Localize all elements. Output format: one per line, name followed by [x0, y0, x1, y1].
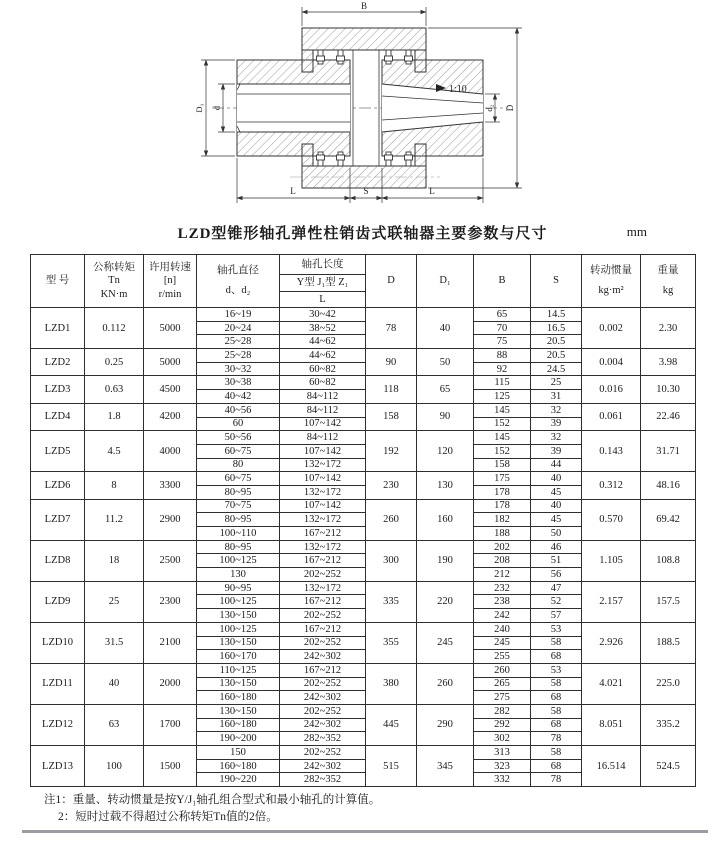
cell-model: LZD8 — [31, 540, 85, 581]
note-1: 注1：重量、转动惯量是按Y/J₁轴孔组合型式和最小轴孔的计算值。 — [44, 794, 381, 807]
cell-B: 240 — [474, 622, 531, 636]
cell-bore-diameter: 190~220 — [197, 773, 280, 787]
cell-S: 53 — [531, 663, 582, 677]
cell-B: 125 — [474, 390, 531, 404]
header-inertia — [582, 255, 641, 308]
dim-label-d2: d₂ — [484, 104, 494, 112]
cell-bore-length: 132~172 — [280, 540, 366, 554]
cell-B: 145 — [474, 403, 531, 417]
cell-D1: 245 — [417, 622, 474, 663]
cell-D: 515 — [366, 746, 417, 787]
cell-torque: 0.63 — [85, 376, 144, 403]
cell-D: 355 — [366, 622, 417, 663]
header-line: 轴孔直径 — [217, 265, 259, 277]
cell-S: 20.5 — [531, 349, 582, 363]
cell-S: 31 — [531, 390, 582, 404]
cell-B: 152 — [474, 444, 531, 458]
cell-S: 45 — [531, 485, 582, 499]
cell-model: LZD9 — [31, 581, 85, 622]
cell-bore-diameter: 130~150 — [197, 677, 280, 691]
cell-S: 32 — [531, 403, 582, 417]
cell-speed: 1700 — [144, 704, 197, 745]
cell-bore-diameter: 60 — [197, 417, 280, 431]
cell-speed: 1500 — [144, 746, 197, 787]
cell-torque: 0.112 — [85, 308, 144, 349]
cell-model: LZD13 — [31, 746, 85, 787]
cell-model: LZD10 — [31, 622, 85, 663]
cell-S: 40 — [531, 499, 582, 513]
cell-B: 145 — [474, 431, 531, 445]
dim-label-B: B — [360, 1, 368, 11]
cell-B: 88 — [474, 349, 531, 363]
unit-label: mm — [626, 224, 647, 239]
cell-bore-diameter: 160~180 — [197, 759, 280, 773]
header-line: 公称转矩 — [93, 261, 135, 273]
cell-torque: 11.2 — [85, 499, 144, 540]
cell-B: 208 — [474, 554, 531, 568]
cell-D1: 40 — [417, 308, 474, 349]
cell-bore-length: 44~62 — [280, 349, 366, 363]
cell-B: 202 — [474, 540, 531, 554]
cell-weight: 10.30 — [641, 376, 696, 403]
cell-weight: 335.2 — [641, 704, 696, 745]
cell-bore-diameter: 130~150 — [197, 636, 280, 650]
cell-S: 68 — [531, 759, 582, 773]
header-weight — [641, 255, 696, 308]
header-line: 重量 — [657, 265, 679, 277]
cell-model: LZD3 — [31, 376, 85, 403]
cell-bore-length: 282~352 — [280, 773, 366, 787]
cell-bore-diameter: 25~28 — [197, 349, 280, 363]
cell-inertia: 2.926 — [582, 622, 641, 663]
cell-weight: 108.8 — [641, 540, 696, 581]
cell-S: 58 — [531, 677, 582, 691]
left-hub — [237, 60, 350, 156]
cell-S: 39 — [531, 444, 582, 458]
cell-speed: 2100 — [144, 622, 197, 663]
cell-torque: 31.5 — [85, 622, 144, 663]
header-B: B — [474, 255, 531, 308]
cell-torque: 25 — [85, 581, 144, 622]
cell-S: 16.5 — [531, 321, 582, 335]
cell-model: LZD6 — [31, 472, 85, 499]
cell-bore-length: 202~252 — [280, 677, 366, 691]
cell-D1: 160 — [417, 499, 474, 540]
cell-weight: 188.5 — [641, 622, 696, 663]
cell-bore-length: 202~252 — [280, 568, 366, 582]
cell-inertia: 4.021 — [582, 663, 641, 704]
cell-speed: 2300 — [144, 581, 197, 622]
cell-bore-diameter: 16~19 — [197, 308, 280, 322]
cell-bore-length: 202~252 — [280, 609, 366, 623]
cell-bore-diameter: 80 — [197, 458, 280, 472]
cell-B: 75 — [474, 335, 531, 349]
cell-S: 68 — [531, 650, 582, 664]
cell-bore-diameter: 40~56 — [197, 403, 280, 417]
cell-bore-length: 202~252 — [280, 636, 366, 650]
header-D: D — [366, 255, 417, 308]
cell-S: 32 — [531, 431, 582, 445]
cell-B: 275 — [474, 691, 531, 705]
cell-bore-diameter: 20~24 — [197, 321, 280, 335]
cell-B: 232 — [474, 581, 531, 595]
cell-model: LZD5 — [31, 431, 85, 472]
cell-bore-length: 132~172 — [280, 458, 366, 472]
cell-bore-length: 30~42 — [280, 308, 366, 322]
cell-bore-length: 167~212 — [280, 663, 366, 677]
cell-model: LZD2 — [31, 349, 85, 376]
cell-bore-diameter: 100~125 — [197, 554, 280, 568]
cell-bore-diameter: 60~75 — [197, 472, 280, 486]
header-line: r/min — [158, 288, 182, 300]
cell-bore-diameter: 70~75 — [197, 499, 280, 513]
table-row — [31, 376, 696, 390]
cell-B: 115 — [474, 376, 531, 390]
cell-S: 20.5 — [531, 335, 582, 349]
cell-D1: 50 — [417, 349, 474, 376]
dim-label-D: D — [505, 104, 515, 112]
cell-bore-diameter: 160~170 — [197, 650, 280, 664]
cell-S: 40 — [531, 472, 582, 486]
dim-label-D1: D₁ — [194, 103, 204, 113]
cell-B: 282 — [474, 704, 531, 718]
right-hub — [382, 60, 483, 156]
header-bore-length-types: Y型 J₁型 Z₁ — [280, 275, 366, 292]
cell-inertia: 16.514 — [582, 746, 641, 787]
cell-B: 92 — [474, 362, 531, 376]
table-row — [31, 499, 696, 513]
cell-bore-length: 242~302 — [280, 650, 366, 664]
cell-inertia: 1.105 — [582, 540, 641, 581]
cell-model: LZD12 — [31, 704, 85, 745]
coupling-cross-section — [0, 0, 725, 218]
cell-B: 265 — [474, 677, 531, 691]
cell-S: 78 — [531, 773, 582, 787]
cell-inertia: 8.051 — [582, 704, 641, 745]
header-D1: D₁ — [417, 255, 474, 308]
cell-S: 14.5 — [531, 308, 582, 322]
header-torque — [85, 255, 144, 308]
dim-label-L-right: L — [429, 186, 435, 196]
cell-inertia: 0.312 — [582, 472, 641, 499]
cell-bore-diameter: 30~38 — [197, 376, 280, 390]
cell-inertia: 0.004 — [582, 349, 641, 376]
cell-D1: 65 — [417, 376, 474, 403]
cell-D: 192 — [366, 431, 417, 472]
cell-S: 50 — [531, 527, 582, 541]
cell-speed: 5000 — [144, 308, 197, 349]
cell-D1: 345 — [417, 746, 474, 787]
cell-bore-diameter: 80~95 — [197, 485, 280, 499]
cell-bore-diameter: 60~75 — [197, 444, 280, 458]
cell-S: 44 — [531, 458, 582, 472]
cell-B: 178 — [474, 485, 531, 499]
cell-bore-diameter: 160~180 — [197, 691, 280, 705]
cell-D: 90 — [366, 349, 417, 376]
cell-speed: 4500 — [144, 376, 197, 403]
header-bore-length-symbol: L — [280, 292, 366, 308]
page-title: LZD型锥形轴孔弹性柱销齿式联轴器主要参数与尺寸 — [177, 226, 548, 242]
cell-D1: 120 — [417, 431, 474, 472]
parameters-table — [30, 254, 696, 787]
cell-torque: 18 — [85, 540, 144, 581]
header-bore-diameter — [197, 255, 280, 308]
cell-bore-diameter: 150 — [197, 746, 280, 760]
cell-bore-length: 107~142 — [280, 417, 366, 431]
cell-bore-diameter: 80~95 — [197, 540, 280, 554]
cell-bore-diameter: 130~150 — [197, 609, 280, 623]
cell-D1: 90 — [417, 403, 474, 430]
cell-bore-length: 84~112 — [280, 431, 366, 445]
cell-D: 78 — [366, 308, 417, 349]
table-row — [31, 663, 696, 677]
cell-bore-diameter: 90~95 — [197, 581, 280, 595]
cell-speed: 5000 — [144, 349, 197, 376]
cell-inertia: 0.061 — [582, 403, 641, 430]
cell-B: 175 — [474, 472, 531, 486]
cell-D: 158 — [366, 403, 417, 430]
header-line: 型 号 — [45, 275, 70, 287]
cell-weight: 2.30 — [641, 308, 696, 349]
table-row — [31, 403, 696, 417]
note-2: 2：短时过载不得超过公称转矩Tn值的2倍。 — [58, 811, 278, 824]
cell-D1: 290 — [417, 704, 474, 745]
cell-bore-diameter: 100~125 — [197, 622, 280, 636]
cell-D: 380 — [366, 663, 417, 704]
cell-weight: 225.0 — [641, 663, 696, 704]
cell-torque: 8 — [85, 472, 144, 499]
dim-label-S: S — [363, 186, 369, 196]
cell-B: 332 — [474, 773, 531, 787]
cell-bore-length: 107~142 — [280, 472, 366, 486]
cell-inertia: 0.570 — [582, 499, 641, 540]
cell-B: 158 — [474, 458, 531, 472]
table-row — [31, 308, 696, 322]
cell-bore-length: 282~352 — [280, 732, 366, 746]
header-model — [31, 255, 85, 308]
cell-bore-length: 167~212 — [280, 622, 366, 636]
cell-bore-length: 242~302 — [280, 691, 366, 705]
cell-bore-diameter: 130 — [197, 568, 280, 582]
header-line: kg·m² — [598, 285, 624, 296]
cell-D1: 190 — [417, 540, 474, 581]
table-row — [31, 349, 696, 363]
cell-S: 58 — [531, 636, 582, 650]
cell-inertia: 0.143 — [582, 431, 641, 472]
table-row — [31, 581, 696, 595]
cell-S: 24.5 — [531, 362, 582, 376]
cell-bore-length: 167~212 — [280, 554, 366, 568]
cell-bore-length: 60~82 — [280, 376, 366, 390]
cell-weight: 48.16 — [641, 472, 696, 499]
cell-model: LZD1 — [31, 308, 85, 349]
cell-B: 178 — [474, 499, 531, 513]
table-row — [31, 622, 696, 636]
cell-torque: 1.8 — [85, 403, 144, 430]
cell-S: 57 — [531, 609, 582, 623]
table-row — [31, 431, 696, 445]
cell-B: 292 — [474, 718, 531, 732]
cell-bore-length: 167~212 — [280, 595, 366, 609]
cell-bore-length: 44~62 — [280, 335, 366, 349]
cell-B: 260 — [474, 663, 531, 677]
notes — [44, 792, 725, 827]
cell-D: 118 — [366, 376, 417, 403]
cell-speed: 2900 — [144, 499, 197, 540]
header-S: S — [531, 255, 582, 308]
table-body — [31, 308, 696, 787]
cell-torque: 40 — [85, 663, 144, 704]
cell-D1: 220 — [417, 581, 474, 622]
table-row — [31, 540, 696, 554]
cell-bore-length: 38~52 — [280, 321, 366, 335]
cell-B: 212 — [474, 568, 531, 582]
header-line: [n] — [163, 275, 177, 287]
cell-S: 46 — [531, 540, 582, 554]
table-row — [31, 472, 696, 486]
cell-S: 51 — [531, 554, 582, 568]
header-line: kg — [662, 285, 674, 296]
cell-torque: 4.5 — [85, 431, 144, 472]
cell-bore-length: 84~112 — [280, 403, 366, 417]
cell-D: 260 — [366, 499, 417, 540]
cell-model: LZD4 — [31, 403, 85, 430]
cell-inertia: 0.016 — [582, 376, 641, 403]
table-row — [31, 746, 696, 760]
cell-D1: 130 — [417, 472, 474, 499]
cell-B: 255 — [474, 650, 531, 664]
cell-B: 188 — [474, 527, 531, 541]
cell-S: 45 — [531, 513, 582, 527]
cell-S: 58 — [531, 746, 582, 760]
cell-D: 230 — [366, 472, 417, 499]
cell-speed: 4200 — [144, 403, 197, 430]
header-line: d、d₂ — [225, 285, 251, 296]
cell-weight: 31.71 — [641, 431, 696, 472]
cell-speed: 2500 — [144, 540, 197, 581]
cell-S: 68 — [531, 718, 582, 732]
cell-bore-diameter: 190~200 — [197, 732, 280, 746]
cell-torque: 63 — [85, 704, 144, 745]
dim-label-d: d — [211, 105, 222, 111]
cell-weight: 3.98 — [641, 349, 696, 376]
cell-bore-diameter: 110~125 — [197, 663, 280, 677]
cell-model: LZD11 — [31, 663, 85, 704]
cell-bore-length: 60~82 — [280, 362, 366, 376]
cell-bore-diameter: 100~125 — [197, 595, 280, 609]
cell-bore-diameter: 30~32 — [197, 362, 280, 376]
cell-D: 445 — [366, 704, 417, 745]
cell-B: 238 — [474, 595, 531, 609]
cell-B: 313 — [474, 746, 531, 760]
cell-bore-length: 242~302 — [280, 759, 366, 773]
cell-S: 78 — [531, 732, 582, 746]
cell-B: 302 — [474, 732, 531, 746]
cell-weight: 157.5 — [641, 581, 696, 622]
table-row — [31, 704, 696, 718]
cell-bore-length: 132~172 — [280, 513, 366, 527]
cell-B: 323 — [474, 759, 531, 773]
cell-bore-length: 132~172 — [280, 581, 366, 595]
header-line: Tn — [108, 275, 120, 287]
bottom-divider — [22, 830, 708, 833]
cell-S: 58 — [531, 704, 582, 718]
cell-B: 245 — [474, 636, 531, 650]
header-line: 许用转速 — [149, 261, 191, 273]
cell-B: 65 — [474, 308, 531, 322]
cell-D: 300 — [366, 540, 417, 581]
cell-bore-diameter: 100~110 — [197, 527, 280, 541]
cell-inertia: 2.157 — [582, 581, 641, 622]
cell-B: 242 — [474, 609, 531, 623]
cell-S: 47 — [531, 581, 582, 595]
cell-inertia: 0.002 — [582, 308, 641, 349]
cell-S: 39 — [531, 417, 582, 431]
cell-S: 25 — [531, 376, 582, 390]
cell-speed: 2000 — [144, 663, 197, 704]
header-speed — [144, 255, 197, 308]
cell-bore-length: 84~112 — [280, 390, 366, 404]
cell-D1: 260 — [417, 663, 474, 704]
header-bore-length: 轴孔长度 — [280, 255, 366, 275]
cell-bore-length: 202~252 — [280, 704, 366, 718]
cell-bore-diameter: 80~95 — [197, 513, 280, 527]
table-header — [31, 255, 696, 308]
cell-S: 68 — [531, 691, 582, 705]
cell-B: 152 — [474, 417, 531, 431]
cell-bore-length: 132~172 — [280, 485, 366, 499]
cell-bore-diameter: 160~180 — [197, 718, 280, 732]
cell-model: LZD7 — [31, 499, 85, 540]
cell-S: 52 — [531, 595, 582, 609]
cell-bore-length: 107~142 — [280, 444, 366, 458]
cell-weight: 524.5 — [641, 746, 696, 787]
cell-weight: 69.42 — [641, 499, 696, 540]
taper-label: 1:10 — [449, 84, 467, 95]
cell-weight: 22.46 — [641, 403, 696, 430]
cell-B: 70 — [474, 321, 531, 335]
cell-bore-diameter: 25~28 — [197, 335, 280, 349]
coupling-drawing — [0, 0, 725, 218]
cell-torque: 0.25 — [85, 349, 144, 376]
cell-bore-length: 167~212 — [280, 527, 366, 541]
header-line: KN·m — [100, 288, 128, 300]
cell-speed: 3300 — [144, 472, 197, 499]
cell-B: 182 — [474, 513, 531, 527]
header-line: 转动惯量 — [590, 265, 632, 277]
dim-label-L-left: L — [290, 186, 296, 196]
cell-speed: 4000 — [144, 431, 197, 472]
cell-bore-diameter: 50~56 — [197, 431, 280, 445]
cell-torque: 100 — [85, 746, 144, 787]
cell-bore-length: 202~252 — [280, 746, 366, 760]
cell-S: 56 — [531, 568, 582, 582]
cell-bore-length: 242~302 — [280, 718, 366, 732]
cell-S: 53 — [531, 622, 582, 636]
cell-bore-diameter: 40~42 — [197, 390, 280, 404]
title-row — [0, 222, 725, 248]
cell-bore-diameter: 130~150 — [197, 704, 280, 718]
cell-D: 335 — [366, 581, 417, 622]
cell-bore-length: 107~142 — [280, 499, 366, 513]
